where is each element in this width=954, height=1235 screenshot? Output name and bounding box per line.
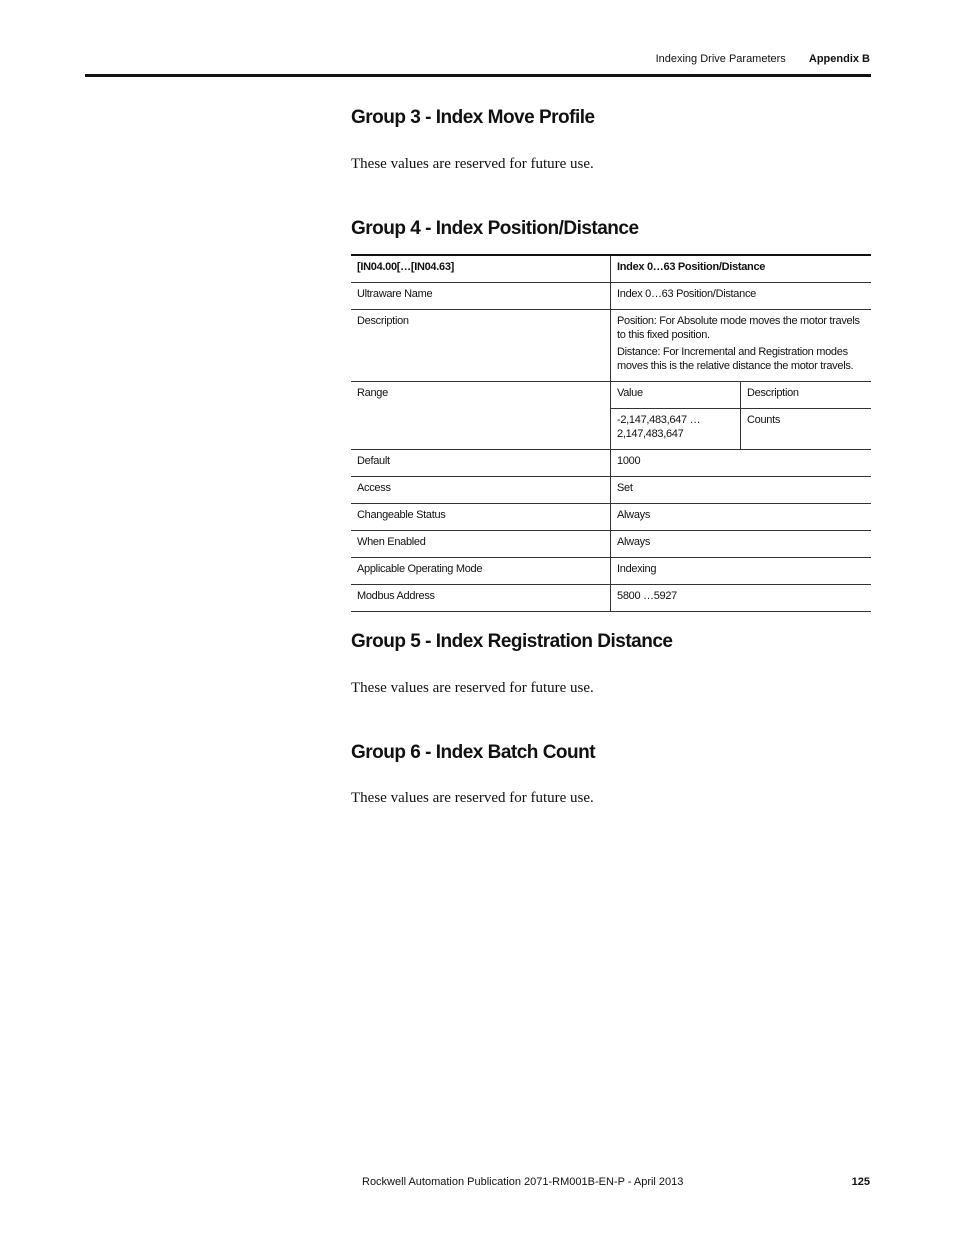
group5-heading: Group 5 - Index Registration Distance [351, 631, 673, 652]
range-header-value: Value [611, 382, 741, 408]
running-header [656, 53, 870, 65]
table-row [351, 477, 871, 504]
description-distance: Distance: For Incremental and Registration modes moves this is the relative distance the motor travels. [617, 346, 854, 372]
table-row [351, 531, 871, 558]
group4-heading: Group 4 - Index Position/Distance [351, 218, 639, 239]
page-number: 125 [851, 1176, 870, 1188]
table-row [351, 310, 871, 382]
row-value: Indexing [611, 558, 872, 585]
row-label: Range [351, 382, 611, 450]
row-label: Access [351, 477, 611, 504]
row-label: Applicable Operating Mode [351, 558, 611, 585]
row-value [611, 310, 872, 382]
group6-heading: Group 6 - Index Batch Count [351, 742, 596, 763]
range-value: -2,147,483,647 …2,147,483,647 [611, 409, 741, 449]
table-header-row [351, 255, 871, 283]
param-id: [IN04.00[…[IN04.63] [351, 255, 611, 283]
table-row [351, 450, 871, 477]
row-label: Modbus Address [351, 585, 611, 612]
row-label: When Enabled [351, 531, 611, 558]
row-label: Description [351, 310, 611, 382]
table-row [351, 558, 871, 585]
group5-text: These values are reserved for future use. [351, 680, 594, 696]
param-name: Index 0…63 Position/Distance [611, 255, 872, 283]
row-value: 1000 [611, 450, 872, 477]
range-subtable [611, 382, 872, 450]
group3-text: These values are reserved for future use. [351, 156, 594, 172]
description-position: Position: For Absolute mode moves the motor travels to this fixed position. [617, 315, 860, 341]
header-rule [85, 74, 871, 77]
range-header-description: Description [747, 387, 799, 399]
row-label: Default [351, 450, 611, 477]
row-value: Always [611, 504, 872, 531]
table-row [351, 382, 871, 450]
row-label: Ultraware Name [351, 283, 611, 310]
range-description: Counts [747, 414, 781, 426]
header-section-title: Indexing Drive Parameters [655, 53, 786, 65]
table-row [351, 283, 871, 310]
table-row [351, 585, 871, 612]
row-value: Set [611, 477, 872, 504]
row-value: Always [611, 531, 872, 558]
row-value: 5800 …5927 [611, 585, 872, 612]
group3-heading: Group 3 - Index Move Profile [351, 107, 595, 128]
group6-text: These values are reserved for future use. [351, 790, 594, 806]
row-label: Changeable Status [351, 504, 611, 531]
parameter-table [351, 254, 871, 612]
footer-publication: Rockwell Automation Publication 2071-RM001B-EN-P - April 2013 [362, 1176, 684, 1188]
row-value: Index 0…63 Position/Distance [611, 283, 872, 310]
table-row [351, 504, 871, 531]
header-appendix: Appendix B [808, 53, 870, 65]
